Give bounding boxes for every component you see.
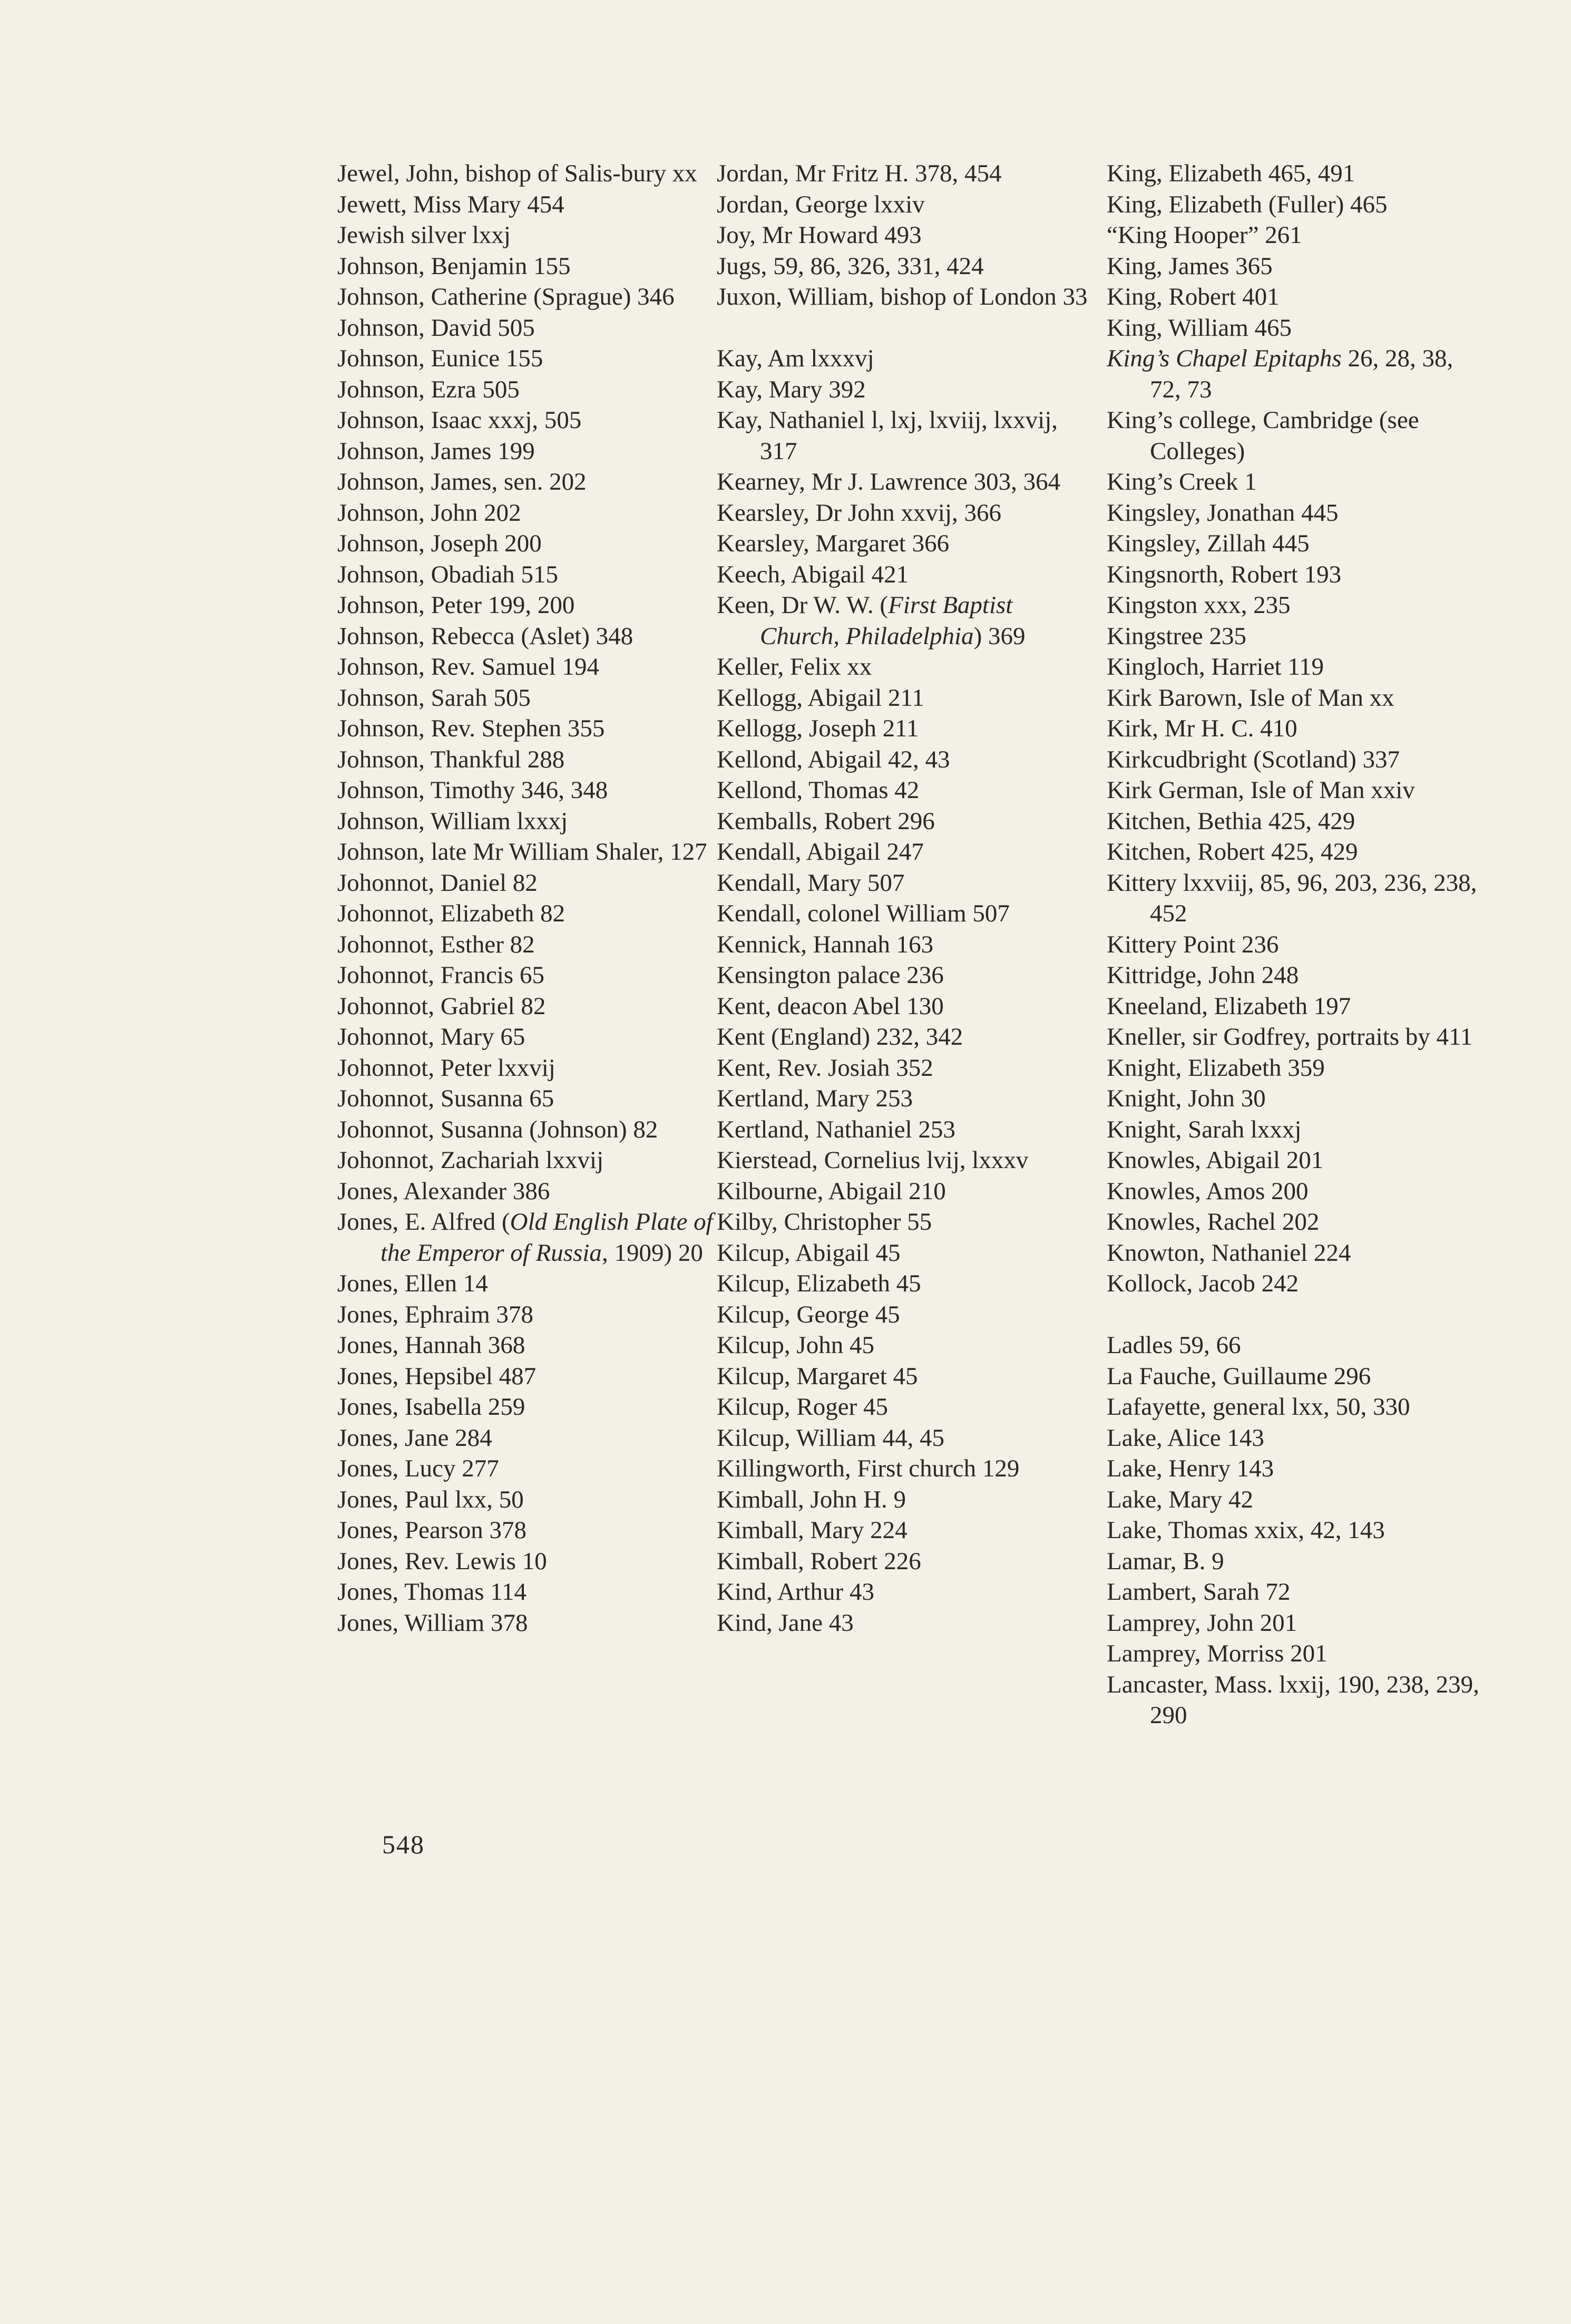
index-entry — [717, 1145, 1096, 1176]
index-entry-text: Jordan, Mr Fritz H. 378, 454 — [717, 160, 1002, 187]
index-entry — [717, 1207, 1096, 1238]
index-entry-text: Kearsley, Margaret 366 — [717, 530, 950, 557]
index-entry — [337, 1176, 717, 1207]
index-entry-text: Kertland, Nathaniel 253 — [717, 1115, 955, 1143]
index-entry-text: La Fauche, Guillaume 296 — [1107, 1362, 1371, 1390]
index-entry-text: Johnson, Benjamin 155 — [337, 252, 571, 280]
index-entry — [337, 1577, 717, 1608]
index-entry-text: Lake, Thomas xxix, 42, 143 — [1107, 1516, 1385, 1544]
index-entry — [717, 1453, 1096, 1484]
index-entry-text: ) 369 — [973, 622, 1026, 650]
index-entry — [717, 1484, 1096, 1515]
index-entry-text: Knowton, Nathaniel 224 — [1107, 1239, 1351, 1267]
index-entry — [1107, 929, 1486, 960]
index-entry — [1107, 1392, 1486, 1423]
index-entry — [1107, 1330, 1486, 1361]
index-entry — [1107, 528, 1486, 559]
letter-section-gap — [717, 313, 1096, 344]
index-entry — [1107, 559, 1486, 590]
index-entry-text: Jewish silver lxxj — [337, 221, 511, 249]
index-entry-text: Kearney, Mr J. Lawrence 303, 364 — [717, 468, 1061, 495]
index-entry — [1107, 1207, 1486, 1238]
index-entry-title: Old English Plate of the Emperor of Russia — [380, 1208, 713, 1267]
index-entry — [337, 1423, 717, 1454]
index-entry — [717, 1577, 1096, 1608]
index-entry-text: Kierstead, Cornelius lvij, lxxxv — [717, 1146, 1029, 1174]
index-entry-text: Kitchen, Bethia 425, 429 — [1107, 807, 1355, 835]
index-entry-text: Jordan, George lxxiv — [717, 190, 925, 218]
letter-section-gap — [1107, 1299, 1486, 1330]
index-entry-text: Jones, Paul lxx, 50 — [337, 1485, 524, 1513]
index-entry-text: Jones, Hannah 368 — [337, 1331, 525, 1359]
index-entry-text: Kind, Arthur 43 — [717, 1578, 874, 1606]
index-entry-text: Kertland, Mary 253 — [717, 1085, 913, 1112]
index-entry-text: Johnson, James 199 — [337, 437, 535, 465]
index-entry — [1107, 1268, 1486, 1299]
index-entry — [1107, 744, 1486, 775]
index-entry — [337, 405, 717, 436]
index-entry-text: Jones, Hepsibel 487 — [337, 1362, 536, 1390]
index-entry — [717, 713, 1096, 744]
index-entry-text: Johonnot, Daniel 82 — [337, 869, 538, 897]
index-entry-text: Kirk German, Isle of Man xxiv — [1107, 776, 1415, 804]
index-entry — [1107, 1638, 1486, 1669]
index-entry — [1107, 652, 1486, 683]
index-entry-text: Knight, Elizabeth 359 — [1107, 1054, 1325, 1082]
index-entry-text: Johonnot, Elizabeth 82 — [337, 900, 565, 927]
index-entry-text: Kellond, Abigail 42, 43 — [717, 745, 950, 773]
index-entry — [717, 744, 1096, 775]
index-entry-text: Kendall, Mary 507 — [717, 869, 905, 897]
index-entry — [337, 1330, 717, 1361]
index-entry — [717, 590, 1096, 652]
index-entry — [337, 1484, 717, 1515]
index-entry-text: Knight, John 30 — [1107, 1085, 1266, 1112]
index-entry-text: Lamprey, John 201 — [1107, 1609, 1297, 1637]
index-entry — [717, 1608, 1096, 1639]
index-entry-text: Johnson, Ezra 505 — [337, 375, 520, 403]
index-entry — [717, 158, 1096, 189]
index-entry-text: Keech, Abigail 421 — [717, 560, 909, 588]
index-entry-text: King’s Creek 1 — [1107, 468, 1257, 495]
index-entry-text: Joy, Mr Howard 493 — [717, 221, 922, 249]
index-entry-text: Kimball, Mary 224 — [717, 1516, 908, 1544]
index-entry — [337, 1546, 717, 1577]
index-entry — [1107, 1608, 1486, 1639]
index-entry — [337, 775, 717, 806]
index-entry-text: Kilby, Christopher 55 — [717, 1208, 932, 1236]
index-entry — [337, 960, 717, 991]
index-entry-text: Kitchen, Robert 425, 429 — [1107, 838, 1358, 866]
index-entry — [337, 343, 717, 374]
index-entry — [1107, 868, 1486, 929]
index-entry-text: Johnson, John 202 — [337, 499, 521, 527]
index-entry-text: Killingworth, First church 129 — [717, 1455, 1020, 1482]
index-entry — [1107, 343, 1486, 405]
index-entry — [1107, 960, 1486, 991]
index-entry-text: Johnson, James, sen. 202 — [337, 468, 587, 495]
index-entry-text: Jones, Pearson 378 — [337, 1516, 526, 1544]
index-entry-text: Kendall, Abigail 247 — [717, 838, 924, 866]
index-entry — [1107, 281, 1486, 313]
index-entry — [1107, 313, 1486, 344]
index-entry — [337, 868, 717, 899]
index-entry-text: Johnson, Obadiah 515 — [337, 560, 559, 588]
index-entry-text: Kendall, colonel William 507 — [717, 900, 1010, 927]
index-entry-text: Johnson, Isaac xxxj, 505 — [337, 406, 582, 434]
index-entry-text: Lafayette, general lxx, 50, 330 — [1107, 1393, 1410, 1421]
index-entry — [337, 466, 717, 498]
index-entry-text: Knowles, Rachel 202 — [1107, 1208, 1320, 1236]
index-entry — [717, 1546, 1096, 1577]
index-entry-text: Kittery Point 236 — [1107, 930, 1279, 958]
index-entry-text: Kittery lxxviij, 85, 96, 203, 236, 238, 452 — [1107, 869, 1477, 927]
index-entry — [337, 158, 717, 189]
index-entry-text: Kilcup, Roger 45 — [717, 1393, 889, 1421]
index-entry — [337, 1268, 717, 1299]
index-entry — [1107, 621, 1486, 652]
index-entry-title: King’s Chapel Epitaphs — [1107, 345, 1342, 372]
index-entry — [1107, 806, 1486, 837]
index-entry — [717, 1423, 1096, 1454]
index-entry-text: Kimball, John H. 9 — [717, 1485, 906, 1513]
index-entry-text: Jewett, Miss Mary 454 — [337, 190, 564, 218]
index-entry — [1107, 991, 1486, 1022]
index-entry — [1107, 220, 1486, 251]
index-entry — [337, 528, 717, 559]
index-entry-text: Kilcup, Abigail 45 — [717, 1239, 901, 1267]
index-entry-text: Johnson, Rev. Stephen 355 — [337, 715, 605, 742]
index-entry-text: Jones, Ephraim 378 — [337, 1300, 534, 1328]
index-entry-text: Kay, Nathaniel l, lxj, lxviij, lxxvij, 317 — [717, 406, 1058, 465]
index-entry — [717, 960, 1096, 991]
index-entry — [1107, 158, 1486, 189]
index-entry — [337, 621, 717, 652]
index-column-1 — [337, 158, 717, 1638]
index-entry — [717, 1114, 1096, 1145]
index-entry-text: King, Elizabeth 465, 491 — [1107, 160, 1355, 187]
index-entry-text: Juxon, William, bishop of London 33 — [717, 283, 1088, 310]
index-entry — [717, 1330, 1096, 1361]
index-entry — [337, 1392, 717, 1423]
index-entry-text: Johnson, Thankful 288 — [337, 745, 565, 773]
index-entry-text: Jones, Lucy 277 — [337, 1455, 499, 1482]
index-entry-text: Johonnot, Zachariah lxxvij — [337, 1146, 604, 1174]
index-entry — [717, 868, 1096, 899]
index-entry — [1107, 1022, 1486, 1053]
index-entry — [337, 1083, 717, 1114]
index-entry — [717, 806, 1096, 837]
index-entry-text: Kent, Rev. Josiah 352 — [717, 1054, 933, 1082]
index-entry — [337, 590, 717, 621]
index-entry — [337, 1361, 717, 1392]
index-entry — [717, 991, 1096, 1022]
index-entry — [717, 1176, 1096, 1207]
index-entry-text: , 1909) 20 — [601, 1239, 703, 1267]
index-entry-text: King, Elizabeth (Fuller) 465 — [1107, 190, 1388, 218]
index-entry — [1107, 1361, 1486, 1392]
index-entry — [1107, 405, 1486, 466]
index-entry-text: Lancaster, Mass. lxxij, 190, 238, 239, 290 — [1107, 1670, 1479, 1729]
index-entry-text: Kay, Am lxxxvj — [717, 345, 874, 372]
index-entry — [337, 806, 717, 837]
index-entry — [717, 1392, 1096, 1423]
index-entry-text: King, Robert 401 — [1107, 283, 1280, 310]
index-entry — [337, 281, 717, 313]
index-entry-text: King, William 465 — [1107, 314, 1292, 342]
index-entry-text: Keller, Felix xx — [717, 653, 872, 680]
index-entry — [337, 1053, 717, 1084]
index-entry-text: Kellogg, Abigail 211 — [717, 684, 924, 712]
index-entry — [717, 220, 1096, 251]
index-entry — [337, 251, 717, 282]
index-entry — [717, 528, 1096, 559]
index-entry-text: Kneeland, Elizabeth 197 — [1107, 992, 1351, 1020]
index-entry-text: Johnson, Joseph 200 — [337, 530, 542, 557]
index-entry-text: Lake, Alice 143 — [1107, 1424, 1264, 1452]
index-entry-text: Kilcup, George 45 — [717, 1300, 900, 1328]
index-entry-text: Ladles 59, 66 — [1107, 1331, 1241, 1359]
index-entry — [337, 1114, 717, 1145]
index-entry — [1107, 1515, 1486, 1546]
index-entry — [717, 405, 1096, 466]
index-entry — [717, 1238, 1096, 1269]
index-entry — [337, 436, 717, 467]
index-entry-text: Kilcup, Margaret 45 — [717, 1362, 918, 1390]
index-entry-text: Kay, Mary 392 — [717, 375, 866, 403]
index-entry-text: Kind, Jane 43 — [717, 1609, 854, 1637]
index-entry — [717, 189, 1096, 220]
index-column-3 — [1107, 158, 1486, 1731]
index-entry — [1107, 466, 1486, 498]
index-entry — [337, 898, 717, 929]
index-entry-text: Lake, Henry 143 — [1107, 1455, 1274, 1482]
index-entry-text: Jones, William 378 — [337, 1609, 528, 1637]
index-entry — [717, 374, 1096, 405]
index-entry-text: Johnson, Timothy 346, 348 — [337, 776, 608, 804]
index-entry — [717, 466, 1096, 498]
index-entry — [1107, 837, 1486, 868]
index-entry-text: 26, 28, 38, 72, 73 — [1150, 345, 1453, 403]
index-entry — [717, 498, 1096, 529]
index-entry-text: Kneller, sir Godfrey, portraits by 411 — [1107, 1023, 1473, 1051]
index-entry — [717, 898, 1096, 929]
index-entry — [717, 1268, 1096, 1299]
index-entry-text: Kingsley, Zillah 445 — [1107, 530, 1310, 557]
index-entry — [1107, 1577, 1486, 1608]
index-entry-text: Kilcup, William 44, 45 — [717, 1424, 944, 1452]
index-entry-text: Jones, E. Alfred ( — [337, 1208, 510, 1236]
index-entry — [1107, 1238, 1486, 1269]
index-entry — [337, 189, 717, 220]
index-entry-text: Jewel, John, bishop of Salis-bury xx — [337, 160, 697, 187]
index-entry-text: Jugs, 59, 86, 326, 331, 424 — [717, 252, 984, 280]
index-entry-text: Johonnot, Mary 65 — [337, 1023, 525, 1051]
index-entry — [337, 1207, 717, 1268]
index-entry-text: Knowles, Amos 200 — [1107, 1177, 1309, 1205]
page-number: 548 — [382, 1830, 425, 1859]
index-entry — [717, 1299, 1096, 1330]
index-entry-text: Knowles, Abigail 201 — [1107, 1146, 1324, 1174]
index-entry — [337, 652, 717, 683]
index-entry-text: Kirkcudbright (Scotland) 337 — [1107, 745, 1400, 773]
index-entry-text: Jones, Alexander 386 — [337, 1177, 550, 1205]
index-entry — [717, 559, 1096, 590]
index-entry-text: Johonnot, Francis 65 — [337, 961, 544, 989]
index-entry-text: Johnson, Rev. Samuel 194 — [337, 653, 599, 680]
index-entry-text: Johnson, Rebecca (Aslet) 348 — [337, 622, 633, 650]
index-entry — [337, 1022, 717, 1053]
index-entry — [1107, 1176, 1486, 1207]
index-entry — [1107, 498, 1486, 529]
index-entry-text: Kimball, Robert 226 — [717, 1547, 921, 1575]
index-entry — [1107, 1083, 1486, 1114]
index-entry-text: Lamar, B. 9 — [1107, 1547, 1224, 1575]
index-entry-text: Kingsnorth, Robert 193 — [1107, 560, 1342, 588]
index-entry — [1107, 590, 1486, 621]
index-entry-text: Johonnot, Susanna 65 — [337, 1085, 554, 1112]
index-entry — [717, 929, 1096, 960]
index-entry — [1107, 1423, 1486, 1454]
index-entry-text: Kingsley, Jonathan 445 — [1107, 499, 1339, 527]
index-entry-text: Kilcup, Elizabeth 45 — [717, 1270, 921, 1297]
index-entry — [717, 1361, 1096, 1392]
index-entry-text: Johnson, David 505 — [337, 314, 535, 342]
index-entry-text: Johonnot, Gabriel 82 — [337, 992, 546, 1020]
index-entry-text: Johonnot, Peter lxxvij — [337, 1054, 555, 1082]
index-entry-text: Jones, Isabella 259 — [337, 1393, 525, 1421]
index-entry-text: Jones, Thomas 114 — [337, 1578, 527, 1606]
index-entry-text: Johonnot, Susanna (Johnson) 82 — [337, 1115, 658, 1143]
index-entry-text: Jones, Ellen 14 — [337, 1270, 488, 1297]
index-entry — [1107, 713, 1486, 744]
index-entry-text: Jones, Rev. Lewis 10 — [337, 1547, 547, 1575]
index-entry-text: Kilbourne, Abigail 210 — [717, 1177, 946, 1205]
index-entry-text: Kirk Barown, Isle of Man xx — [1107, 684, 1394, 712]
index-entry — [337, 374, 717, 405]
index-entry-text: Kingston xxx, 235 — [1107, 591, 1291, 619]
index-entry-text: Kingloch, Harriet 119 — [1107, 653, 1324, 680]
index-entry-text: Lamprey, Morriss 201 — [1107, 1640, 1328, 1667]
index-entry-title: First Baptist Church, Philadelphia — [760, 591, 1013, 650]
index-entry — [337, 220, 717, 251]
index-entry — [717, 652, 1096, 683]
index-entry-text: Kemballs, Robert 296 — [717, 807, 935, 835]
index-entry — [1107, 1114, 1486, 1145]
index-entry-text: Kilcup, John 45 — [717, 1331, 874, 1359]
index-entry — [1107, 1669, 1486, 1731]
index-entry — [717, 251, 1096, 282]
index-entry — [337, 713, 717, 744]
index-entry — [1107, 1484, 1486, 1515]
index-entry — [717, 1053, 1096, 1084]
index-entry — [717, 1083, 1096, 1114]
index-entry-text: King’s college, Cambridge (see Colleges) — [1107, 406, 1419, 465]
index-entry — [1107, 1145, 1486, 1176]
index-entry — [337, 744, 717, 775]
index-entry — [337, 1608, 717, 1639]
index-entry-text: Kirk, Mr H. C. 410 — [1107, 715, 1297, 742]
index-entry — [337, 929, 717, 960]
index-entry — [337, 1145, 717, 1176]
index-entry — [337, 683, 717, 714]
index-entry — [337, 559, 717, 590]
index-entry-text: Johnson, Eunice 155 — [337, 345, 543, 372]
index-entry — [717, 683, 1096, 714]
index-entry-text: Kent, deacon Abel 130 — [717, 992, 944, 1020]
index-entry-text: Kellond, Thomas 42 — [717, 776, 920, 804]
index-entry-text: “King Hooper” 261 — [1107, 221, 1302, 249]
index-entry — [1107, 1053, 1486, 1084]
index-entry-text: Jones, Jane 284 — [337, 1424, 492, 1452]
index-entry — [1107, 251, 1486, 282]
index-entry-text: Kensington palace 236 — [717, 961, 944, 989]
index-entry-text: Kollock, Jacob 242 — [1107, 1270, 1299, 1297]
index-entry-text: Johnson, Catherine (Sprague) 346 — [337, 283, 675, 310]
index-entry — [337, 837, 717, 868]
index-entry-text: Kellogg, Joseph 211 — [717, 715, 919, 742]
index-entry-text: Knight, Sarah lxxxj — [1107, 1115, 1302, 1143]
index-entry-text: Keen, Dr W. W. ( — [717, 591, 889, 619]
index-entry — [717, 343, 1096, 374]
index-entry — [717, 837, 1096, 868]
index-entry — [337, 1515, 717, 1546]
index-entry-text: Kearsley, Dr John xxvij, 366 — [717, 499, 1001, 527]
index-entry-text: Lambert, Sarah 72 — [1107, 1578, 1291, 1606]
index-entry — [337, 313, 717, 344]
index-entry-text: Johnson, William lxxxj — [337, 807, 568, 835]
index-entry — [1107, 189, 1486, 220]
index-entry-text: Kennick, Hannah 163 — [717, 930, 934, 958]
index-entry-text: Johnson, Peter 199, 200 — [337, 591, 575, 619]
index-entry-text: Johnson, late Mr William Shaler, 127 — [337, 838, 707, 866]
index-entry-text: Johnson, Sarah 505 — [337, 684, 531, 712]
index-entry — [337, 1453, 717, 1484]
index-column-2 — [717, 158, 1096, 1638]
index-entry — [337, 1299, 717, 1330]
index-entry-text: Lake, Mary 42 — [1107, 1485, 1253, 1513]
index-entry — [717, 775, 1096, 806]
index-entry-text: King, James 365 — [1107, 252, 1273, 280]
index-entry-text: Kingstree 235 — [1107, 622, 1246, 650]
index-entry — [717, 1515, 1096, 1546]
index-entry — [1107, 1453, 1486, 1484]
index-entry-text: Johonnot, Esther 82 — [337, 930, 535, 958]
index-entry — [717, 281, 1096, 313]
index-entry — [1107, 775, 1486, 806]
index-entry — [337, 991, 717, 1022]
index-entry — [1107, 1546, 1486, 1577]
index-entry-text: Kent (England) 232, 342 — [717, 1023, 963, 1051]
index-entry — [717, 1022, 1096, 1053]
index-entry-text: Kittridge, John 248 — [1107, 961, 1299, 989]
index-entry — [337, 498, 717, 529]
index-entry — [1107, 683, 1486, 714]
